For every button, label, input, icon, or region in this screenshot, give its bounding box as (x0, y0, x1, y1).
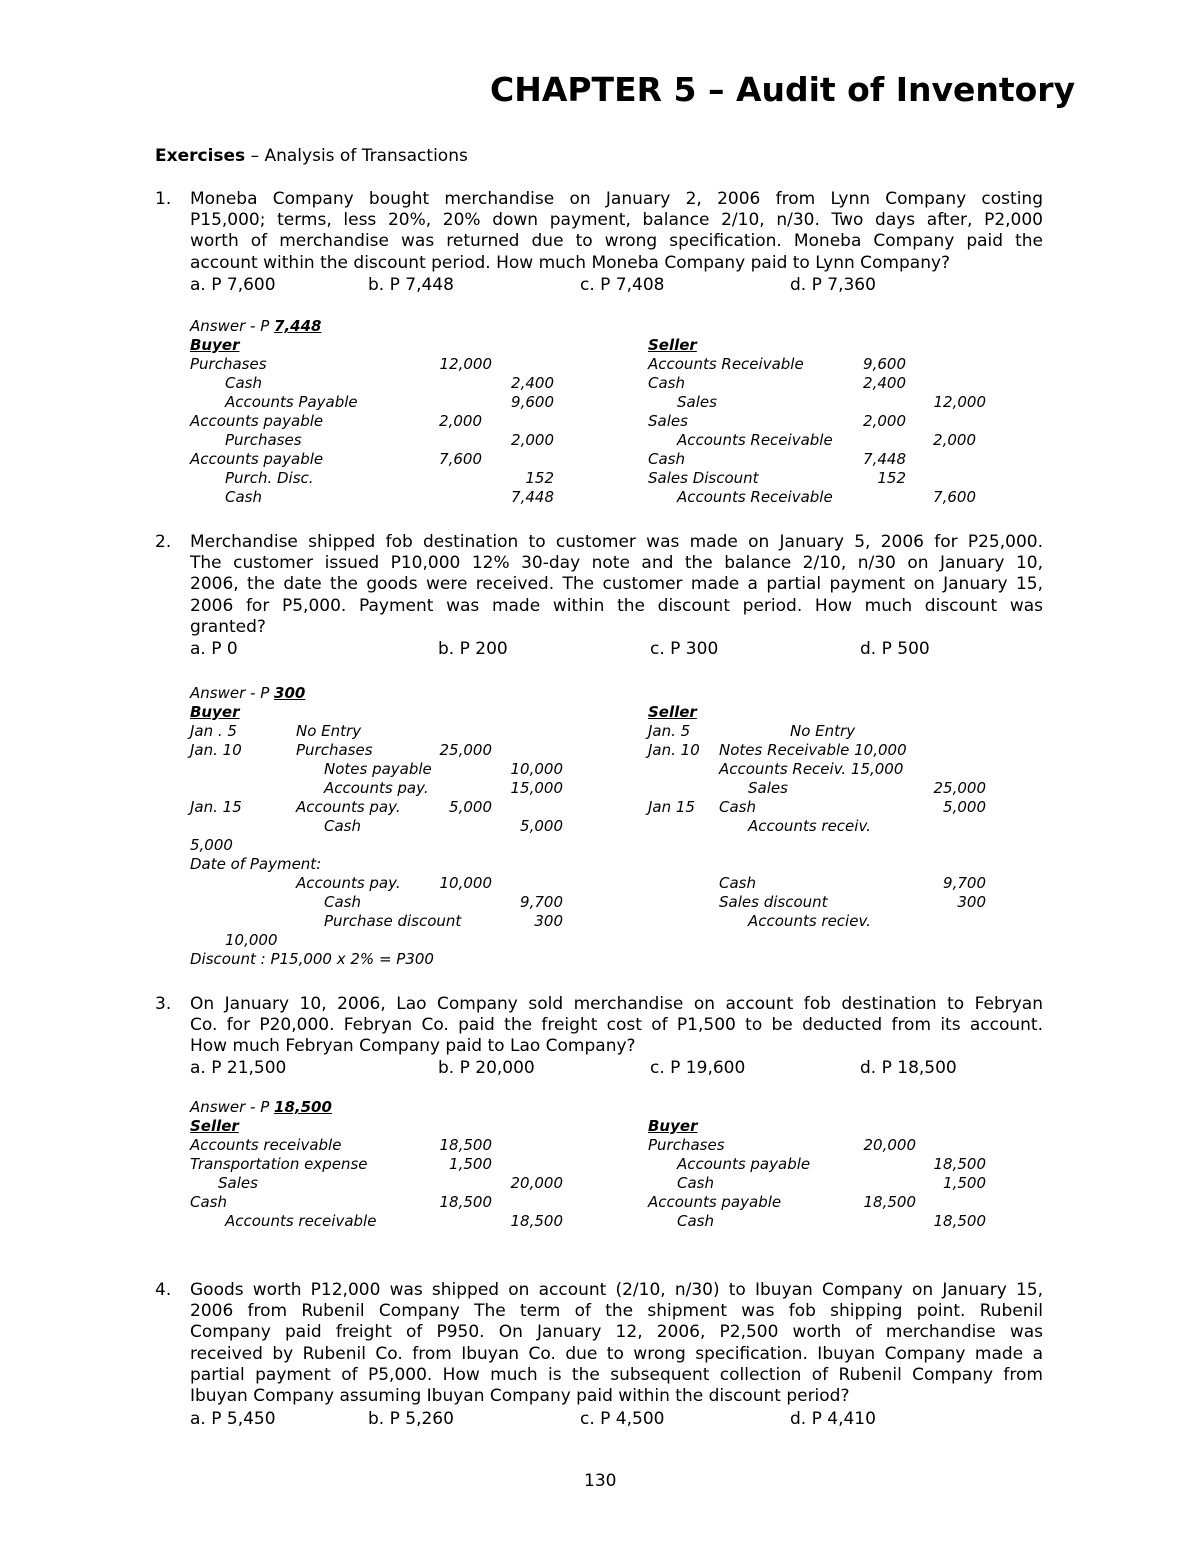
q1-number: 1. (155, 189, 172, 209)
exercises-heading (155, 146, 468, 167)
q1-line: P15,000; terms, less 20%, 20% down payment, balance 2/10, n/30. Two days after, P2,000 (190, 210, 1043, 231)
q3-seller-debit: 1,500 (449, 1155, 492, 1173)
q1-buyer-account: Cash (225, 488, 262, 506)
q3-seller-heading: Seller (190, 1117, 239, 1135)
q2-buyer-credit: 10,000 (510, 760, 563, 778)
q4-line: received by Rubenil Co. from Ibuyan Co. due to wrong specification. Ibuyan Company made a (190, 1343, 1043, 1364)
q2-buyer-account: Purchases (296, 741, 373, 759)
q2-line: 2006 for P5,000. Payment was made within the discount period. How much discount was (190, 595, 1043, 616)
q3-buyer-account: Purchases (648, 1136, 725, 1154)
q3-choice-b: b. P 20,000 (438, 1058, 535, 1078)
q3-buyer-account: Cash (677, 1212, 714, 1230)
q2-choice-c: c. P 300 (650, 639, 719, 659)
q1-buyer-credit: 9,600 (511, 393, 554, 411)
q2-seller-heading: Seller (648, 703, 697, 721)
q1-seller-account: Cash (648, 450, 685, 468)
q2-buyer-account: Accounts pay. (324, 779, 429, 797)
q1-buyer-account: Purchases (190, 355, 267, 373)
q4-line: partial payment of P5,000. How much is the subsequent collection of Rubenil Company from (190, 1364, 1043, 1385)
q3-answer (190, 1098, 332, 1117)
q2-buyer-debit: 25,000 (439, 741, 492, 759)
q3-buyer-credit: 18,500 (933, 1155, 986, 1173)
q2-answer (190, 684, 305, 703)
q2-buyer-debit: 10,000 (439, 874, 492, 892)
q2-buyer-account: Accounts pay. (296, 798, 401, 816)
q1-choice-c: c. P 7,408 (580, 275, 665, 295)
q3-seller-debit: 18,500 (439, 1193, 492, 1211)
q2-seller-debit: 5,000 (943, 798, 986, 816)
q2-buyer-account: Cash (324, 817, 361, 835)
q2-buyer-credit: 15,000 (510, 779, 563, 797)
q2-line: Merchandise shipped fob destination to customer was made on January 5, 2006 for P25,000. (190, 532, 1043, 552)
q3-seller-debit: 18,500 (439, 1136, 492, 1154)
q4-line: Ibuyan Company assuming Ibuyan Company paid within the discount period? (190, 1385, 850, 1406)
q3-number: 3. (155, 994, 172, 1014)
q2-seller-account: Accounts Receiv. 15,000 (719, 760, 904, 778)
q2-seller-account: Sales (748, 779, 788, 797)
exercises-label: Exercises (155, 146, 246, 166)
q3-answer-value: 18,500 (274, 1098, 332, 1116)
exercises-subtitle: – Analysis of Transactions (245, 146, 468, 166)
q2-buyer-credit: 9,700 (520, 893, 563, 911)
q1-choice-a: a. P 7,600 (190, 275, 276, 295)
q2-seller-account: Cash (719, 874, 756, 892)
q2-date-of-payment: Date of Payment: (190, 855, 322, 873)
q1-seller-credit: 7,600 (933, 488, 976, 506)
q2-buyer-debit: 5,000 (449, 798, 492, 816)
q2-seller-debit: 9,700 (943, 874, 986, 892)
q2-line: granted? (190, 616, 266, 637)
q4-choice-a: a. P 5,450 (190, 1409, 276, 1429)
q2-buyer-date: Jan. 15 (190, 798, 242, 816)
q3-seller-account: Accounts receivable (190, 1136, 342, 1154)
q2-seller-credit: 25,000 (933, 779, 986, 797)
q2-buyer-credit: 300 (534, 912, 563, 930)
q2-line: The customer issued P10,000 12% 30-day note and the balance 2/10, n/30 on January 10, (190, 553, 1043, 574)
q2-seller-account: Cash (719, 798, 756, 816)
q1-answer-label: Answer - P (190, 317, 275, 335)
q2-discount-computation: Discount : P15,000 x 2% = P300 (190, 950, 434, 968)
q2-seller-date: Jan 15 (648, 798, 695, 816)
chapter-title: CHAPTER 5 – Audit of Inventory (490, 70, 1076, 109)
q2-line: 2006, the date the goods were received. The customer made a partial payment on January 15, (190, 574, 1043, 595)
q1-buyer-debit: 2,000 (439, 412, 482, 430)
q1-buyer-heading: Buyer (190, 336, 240, 354)
q3-answer-label: Answer - P (190, 1098, 275, 1116)
q1-line: worth of merchandise was returned due to wrong specification. Moneba Company paid the (190, 231, 1043, 252)
q4-choice-b: b. P 5,260 (368, 1409, 454, 1429)
q2-wrapped-amount: 5,000 (190, 836, 233, 854)
q2-seller-account: Accounts reciev. (748, 912, 871, 930)
q1-buyer-account: Purch. Disc. (225, 469, 314, 487)
q2-buyer-account: No Entry (296, 722, 362, 740)
q2-seller-account: No Entry (790, 722, 856, 740)
q2-answer-value: 300 (274, 684, 306, 702)
q1-buyer-account: Accounts payable (190, 450, 324, 468)
q3-buyer-debit: 18,500 (863, 1193, 916, 1211)
q1-buyer-credit: 2,400 (511, 374, 554, 392)
q1-buyer-debit: 7,600 (439, 450, 482, 468)
q1-seller-account: Accounts Receivable (677, 431, 833, 449)
q4-choice-d: d. P 4,410 (790, 1409, 876, 1429)
q1-choice-b: b. P 7,448 (368, 275, 454, 295)
q4-line: 2006 from Rubenil Company The term of the shipment was fob shipping point. Rubenil (190, 1301, 1043, 1322)
q2-seller-account: Accounts receiv. (748, 817, 871, 835)
q2-choice-d: d. P 500 (860, 639, 930, 659)
q3-buyer-credit: 1,500 (943, 1174, 986, 1192)
q1-buyer-credit: 7,448 (511, 488, 554, 506)
q3-line: On January 10, 2006, Lao Company sold merchandise on account fob destination to Febryan (190, 994, 1043, 1014)
q1-seller-credit: 2,000 (933, 431, 976, 449)
q2-buyer-account: Accounts pay. (296, 874, 401, 892)
q3-line: How much Febryan Company paid to Lao Company? (190, 1036, 636, 1057)
q1-buyer-debit: 12,000 (439, 355, 492, 373)
q1-choice-d: d. P 7,360 (790, 275, 876, 295)
q2-seller-account: Notes Receivable 10,000 (719, 741, 907, 759)
q1-seller-debit: 2,000 (863, 412, 906, 430)
q1-seller-heading: Seller (648, 336, 697, 354)
q3-buyer-credit: 18,500 (933, 1212, 986, 1230)
q1-answer (190, 317, 321, 336)
q2-seller-debit: 300 (957, 893, 986, 911)
q3-line: Co. for P20,000. Febryan Co. paid the freight cost of P1,500 to be deducted from its account. (190, 1015, 1043, 1036)
q1-seller-debit: 9,600 (863, 355, 906, 373)
q2-seller-date: Jan. 5 (648, 722, 691, 740)
page-number: 130 (584, 1471, 617, 1491)
q3-text (190, 994, 1043, 1058)
q3-buyer-account: Cash (677, 1174, 714, 1192)
q4-number: 4. (155, 1280, 172, 1300)
q3-choice-d: d. P 18,500 (860, 1058, 957, 1078)
q1-seller-account: Sales Discount (648, 469, 759, 487)
q2-answer-label: Answer - P (190, 684, 275, 702)
q2-wrapped-amount: 10,000 (225, 931, 278, 949)
q1-buyer-account: Cash (225, 374, 262, 392)
q2-buyer-account: Cash (324, 893, 361, 911)
q1-seller-account: Accounts Receivable (648, 355, 804, 373)
q1-answer-value: 7,448 (274, 317, 322, 335)
q4-text (190, 1280, 1043, 1407)
q1-seller-debit: 7,448 (863, 450, 906, 468)
q2-buyer-date: Jan. 10 (190, 741, 242, 759)
q3-seller-credit: 20,000 (510, 1174, 563, 1192)
q4-line: Goods worth P12,000 was shipped on account (2/10, n/30) to Ibuyan Company on January 15, (190, 1280, 1043, 1300)
q1-line: account within the discount period. How much Moneba Company paid to Lynn Company? (190, 252, 951, 273)
q3-seller-account: Accounts receivable (225, 1212, 377, 1230)
q1-seller-account: Sales (677, 393, 717, 411)
q3-buyer-heading: Buyer (648, 1117, 698, 1135)
q3-buyer-account: Accounts payable (677, 1155, 811, 1173)
q1-seller-credit: 12,000 (933, 393, 986, 411)
q3-seller-account: Cash (190, 1193, 227, 1211)
q3-choice-a: a. P 21,500 (190, 1058, 287, 1078)
q3-buyer-debit: 20,000 (863, 1136, 916, 1154)
q2-seller-account: Sales discount (719, 893, 828, 911)
q1-seller-debit: 152 (877, 469, 906, 487)
q2-buyer-date: Jan . 5 (190, 722, 237, 740)
q1-buyer-account: Accounts payable (190, 412, 324, 430)
q4-choice-c: c. P 4,500 (580, 1409, 665, 1429)
q1-seller-debit: 2,400 (863, 374, 906, 392)
q3-seller-account: Transportation expense (190, 1155, 368, 1173)
q3-seller-account: Sales (218, 1174, 258, 1192)
q2-buyer-account: Purchase discount (324, 912, 462, 930)
q1-buyer-account: Accounts Payable (225, 393, 358, 411)
q2-text (190, 532, 1043, 638)
q4-line: Company paid freight of P950. On January 12, 2006, P2,500 worth of merchandise was (190, 1322, 1043, 1343)
q1-line: Moneba Company bought merchandise on January 2, 2006 from Lynn Company costing (190, 189, 1043, 209)
q1-seller-account: Cash (648, 374, 685, 392)
q3-buyer-account: Accounts payable (648, 1193, 782, 1211)
q1-buyer-credit: 152 (525, 469, 554, 487)
q2-seller-date: Jan. 10 (648, 741, 700, 759)
q1-buyer-credit: 2,000 (511, 431, 554, 449)
q1-text (190, 189, 1043, 274)
q2-number: 2. (155, 532, 172, 552)
q3-seller-credit: 18,500 (510, 1212, 563, 1230)
q2-choice-a: a. P 0 (190, 639, 238, 659)
q2-buyer-credit: 5,000 (520, 817, 563, 835)
q2-buyer-account: Notes payable (324, 760, 432, 778)
q2-buyer-heading: Buyer (190, 703, 240, 721)
q3-choice-c: c. P 19,600 (650, 1058, 746, 1078)
q1-seller-account: Accounts Receivable (677, 488, 833, 506)
q1-buyer-account: Purchases (225, 431, 302, 449)
q1-seller-account: Sales (648, 412, 688, 430)
q2-choice-b: b. P 200 (438, 639, 508, 659)
